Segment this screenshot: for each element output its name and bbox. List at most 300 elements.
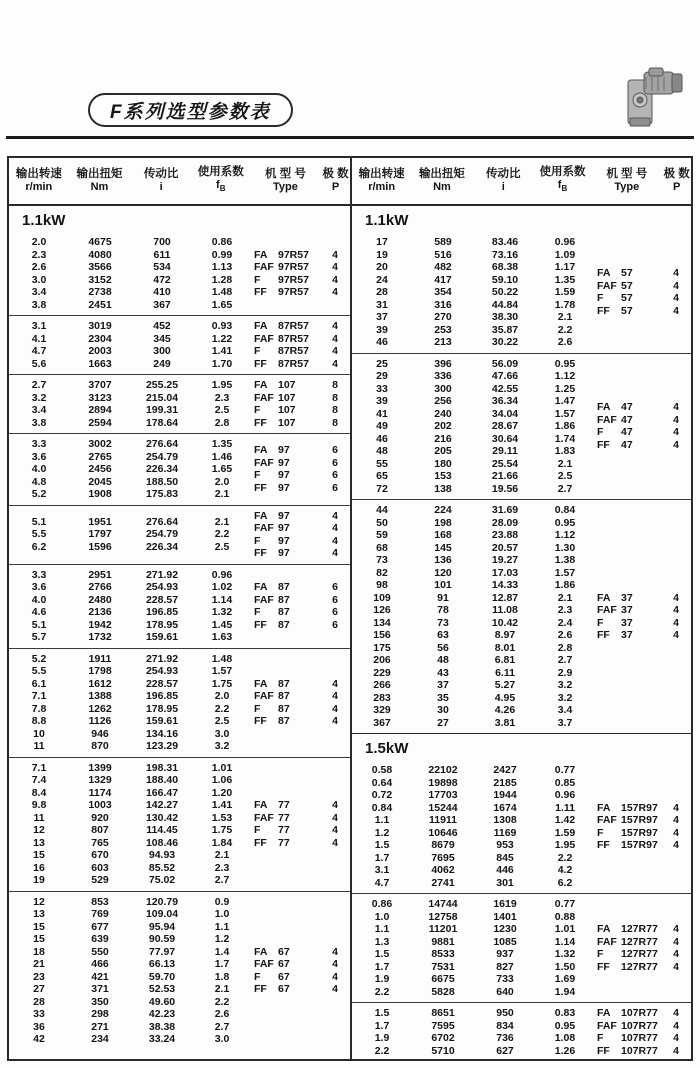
type-prefix: FA [597,801,611,814]
type-prefix: FAF [254,261,274,273]
torque-cell: 589 [434,236,452,248]
speed-cell: 4.6 [31,606,47,618]
torque-cell: 298 [91,1008,109,1020]
torque-cell: 15244 [428,801,458,814]
types-group [251,510,350,560]
data-row [352,1020,594,1033]
torque-cell: 639 [91,933,109,945]
fb-cell: 1.14 [211,593,233,606]
speed-cell: 73 [376,554,388,566]
speed-cell: 72 [376,482,388,495]
torque-cell: 56 [437,641,449,654]
torque-cell: 417 [434,273,452,286]
ratio-cell: 25.54 [491,457,519,470]
header-unit-output-torque: Nm [90,181,109,193]
torque-cell: 43 [437,666,449,679]
poles-cell: 4 [673,401,679,414]
torque-cell: 670 [91,849,109,861]
header-cn-poles: 极 数 [663,168,690,180]
torque-cell: 765 [91,836,109,849]
speed-cell: 16 [33,861,45,874]
fb-cell: 1.63 [211,631,233,643]
divider-rule [6,136,694,139]
type-model: 107 [278,416,296,429]
header-col-output-torque [411,168,472,194]
table-left-half [9,158,350,1059]
type-model: 107R77 [621,1032,658,1044]
data-row [352,852,594,865]
table-right-half [350,158,691,1059]
type-model: 107R77 [621,1019,658,1032]
type-model: 87 [278,677,290,690]
fb-cell: 1.53 [211,811,233,824]
ratio-cell: 410 [153,286,171,298]
type-prefix: FAF [254,391,274,404]
type-row [594,267,691,280]
torque-cell: 224 [434,504,452,516]
torque-cell: 603 [91,861,109,874]
fb-cell: 1.57 [211,665,233,677]
rows-group [9,516,251,554]
fb-cell: 0.96 [554,789,576,801]
speed-cell: 59 [376,529,388,541]
data-row [9,703,251,716]
torque-cell: 5828 [431,985,455,998]
speed-cell: 39 [376,395,388,407]
data-row [352,717,594,730]
fb-cell: 2.1 [557,457,573,470]
poles-cell: 4 [673,923,679,935]
ratio-cell: 31.69 [491,504,519,516]
header-cn-model: 机 型 号 [606,168,648,180]
fb-cell: 6.2 [557,876,573,889]
ratio-cell: 345 [153,332,171,345]
type-row [251,703,350,716]
data-row [9,958,251,971]
fb-cell: 2.5 [214,404,230,416]
speed-cell: 27 [33,983,45,995]
torque-cell: 946 [91,727,109,740]
types-group [251,249,350,299]
data-row [9,476,251,489]
speed-cell: 1.5 [374,839,390,851]
data-block [9,648,350,757]
types-group [594,923,691,973]
speed-cell: 33 [33,1008,45,1020]
poles-cell: 6 [332,456,338,469]
poles-cell: 4 [673,948,679,960]
type-model: 87 [278,581,290,593]
speed-cell: 8.8 [31,715,47,727]
type-model: 77 [278,811,290,824]
data-row [352,445,594,458]
fb-cell: 2.8 [557,641,573,654]
type-prefix: FAF [597,279,617,292]
data-row [9,528,251,541]
speed-cell: 33 [376,382,388,395]
speed-cell: 65 [376,470,388,482]
ratio-cell: 255.25 [145,379,179,391]
ratio-cell: 4.26 [494,704,516,716]
type-model: 67 [278,983,290,995]
data-row [352,567,594,580]
ratio-cell: 178.95 [145,618,179,631]
data-row [9,874,251,887]
ratio-cell: 159.61 [145,715,179,727]
ratio-cell: 21.66 [491,470,519,482]
poles-cell: 4 [673,413,679,426]
header-cn-service-factor: 使用系数 [197,166,244,179]
poles-cell: 6 [332,481,338,494]
fb-cell: 1.46 [211,450,233,463]
header-unit-model: Type [614,181,640,193]
fb-cell: 2.2 [214,995,230,1008]
data-row [9,799,251,812]
poles-cell: 4 [332,273,338,286]
data-row [352,898,594,911]
data-block [9,505,350,564]
speed-cell: 2.3 [31,248,47,261]
table-header-row [9,158,350,206]
ratio-cell: 90.59 [148,933,176,945]
fb-cell: 1.75 [211,824,233,836]
speed-cell: 5.1 [31,618,47,631]
fb-cell: 2.7 [214,874,230,886]
type-prefix: F [597,616,604,629]
poles-cell: 6 [332,444,338,457]
fb-cell: 2.0 [214,690,230,702]
fb-cell: 2.7 [214,1020,230,1033]
type-model: 87R57 [278,345,309,357]
speed-cell: 7.8 [31,702,47,715]
speed-cell: 5.7 [31,631,47,643]
type-row [251,522,350,535]
fb-cell: 2.0 [214,475,230,488]
torque-cell: 2045 [88,475,112,488]
poles-cell: 4 [673,960,679,973]
ratio-cell: 834 [496,1019,514,1032]
type-model: 107R77 [621,1007,658,1019]
torque-cell: 769 [91,908,109,920]
data-row [352,299,594,312]
torque-cell: 2951 [88,568,112,581]
poles-cell: 8 [332,379,338,391]
type-prefix: F [254,534,261,547]
poles-cell: 4 [332,261,338,273]
rows-group [352,1007,594,1057]
speed-cell: 2.6 [31,261,47,273]
type-model: 67 [278,970,290,983]
torque-cell: 807 [91,824,109,836]
speed-cell: 29 [376,370,388,382]
type-row [594,936,691,949]
fb-cell: 2.3 [214,391,230,404]
data-block [352,760,691,893]
type-prefix: FAF [597,413,617,426]
fb-cell: 1.17 [554,261,576,273]
type-model: 77 [278,836,290,849]
speed-cell: 21 [33,958,45,970]
type-prefix: FF [597,629,610,641]
ratio-cell: 254.93 [145,581,179,593]
torque-cell: 1399 [88,761,112,774]
ratio-cell: 367 [153,298,171,311]
ratio-cell: 94.93 [148,849,176,861]
section-1.1kw [9,206,350,1050]
speed-cell: 3.8 [31,416,47,429]
type-prefix: FF [597,304,610,317]
ratio-cell: 446 [496,864,514,876]
selection-table [7,156,693,1061]
type-prefix: FF [597,438,610,451]
fb-cell: 1.57 [554,566,576,579]
speed-cell: 17 [376,236,388,248]
ratio-cell: 8.01 [494,641,516,654]
type-prefix: FAF [597,604,617,616]
rows-group [9,438,251,501]
type-model: 127R77 [621,960,658,973]
speed-cell: 3.3 [31,438,47,450]
poles-cell: 4 [332,547,338,559]
fb-cell: 1.70 [211,357,233,370]
torque-cell: 2765 [88,450,112,463]
ratio-cell: 196.85 [145,606,179,618]
header-unit-service-factor: $f_B$ [557,179,568,194]
torque-cell: 8679 [431,839,455,851]
ratio-cell: 28.67 [491,420,519,432]
type-model: 37 [621,591,633,604]
data-row [9,451,251,464]
fb-cell: 1.01 [211,761,233,774]
fb-cell: 1.74 [554,432,576,445]
type-prefix: F [254,702,261,715]
ratio-cell: 23.88 [491,529,519,541]
poles-cell: 8 [332,391,338,404]
type-prefix: F [254,469,261,482]
ratio-cell: 228.57 [145,593,179,606]
types-group [251,379,350,429]
torque-cell: 2766 [88,581,112,593]
type-row [594,426,691,439]
fb-cell: 1.4 [214,945,230,958]
data-row [352,433,594,446]
type-row [594,1007,691,1020]
type-prefix: FAF [597,935,617,948]
data-block [352,232,691,353]
ratio-cell: 66.13 [148,958,176,970]
torque-cell: 2741 [431,876,455,889]
type-row [594,1020,691,1033]
data-row [352,236,594,249]
ratio-cell: 123.29 [145,740,179,752]
type-row [594,617,691,630]
torque-cell: 2738 [88,286,112,298]
torque-cell: 1663 [88,357,112,370]
table-header-row [352,158,691,206]
speed-cell: 7.4 [31,774,47,786]
ratio-cell: 4.95 [494,691,516,704]
ratio-cell: 6.11 [495,666,515,679]
type-prefix: F [254,404,261,416]
types-group [594,401,691,451]
torque-cell: 216 [434,432,452,445]
data-row [9,728,251,741]
data-row [352,654,594,667]
torque-cell: 138 [434,482,452,495]
ratio-cell: 19.56 [491,482,519,495]
torque-cell: 550 [91,945,109,958]
poles-cell: 4 [332,702,338,715]
speed-cell: 4.8 [31,475,47,488]
ratio-cell: 8.97 [494,629,516,641]
speed-cell: 5.6 [31,357,47,370]
ratio-cell: 953 [496,839,514,851]
rows-group [352,898,594,998]
header-col-output-speed [9,168,69,194]
fb-cell: 2.1 [557,591,573,604]
poles-cell: 4 [673,279,679,292]
speed-cell: 42 [33,1033,45,1045]
ratio-cell: 17.03 [491,566,519,579]
fb-cell: 0.83 [554,1007,576,1019]
poles-cell: 4 [332,677,338,690]
type-prefix: FAF [254,456,274,469]
data-row [352,311,594,324]
fb-cell: 2.4 [557,616,573,629]
fb-cell: 1.32 [211,606,233,618]
torque-cell: 1908 [88,488,112,500]
type-row [594,604,691,617]
poles-cell: 4 [332,320,338,332]
ratio-cell: 534 [153,261,171,273]
data-row [352,764,594,777]
type-row [251,678,350,691]
data-row [352,839,594,852]
data-row [352,554,594,567]
data-row [352,529,594,542]
data-row [9,896,251,909]
data-block [9,891,350,1050]
torque-cell: 3566 [88,261,112,273]
type-row [251,547,350,560]
type-prefix: FF [254,836,267,849]
fb-cell: 1.45 [211,618,233,631]
section-label: 1.1kW [22,212,66,229]
type-row [251,837,350,850]
type-prefix: F [254,970,261,983]
header-unit-output-speed: r/min [25,181,53,193]
types-group [251,946,350,996]
ratio-cell: 845 [496,851,514,864]
type-model: 97 [278,534,290,547]
type-row [251,799,350,812]
fb-cell: 2.2 [214,528,230,541]
torque-cell: 202 [434,420,452,432]
speed-cell: 266 [373,679,391,691]
ratio-cell: 733 [496,973,514,985]
torque-cell: 14744 [428,898,458,910]
type-model: 57 [621,304,633,317]
torque-cell: 3707 [88,379,112,391]
speed-cell: 19 [33,874,45,886]
ratio-cell: 271.92 [145,652,179,665]
rows-group [352,504,594,729]
speed-cell: 11 [33,740,45,752]
data-row [352,911,594,924]
torque-cell: 180 [434,457,452,470]
torque-cell: 101 [434,579,452,591]
poles-cell: 4 [673,1032,679,1044]
data-block [9,433,350,505]
torque-cell: 3002 [88,438,112,450]
speed-cell: 175 [373,641,391,654]
ratio-cell: 35.87 [491,323,519,336]
data-row [9,236,251,249]
header-cn-output-torque: 输出扭矩 [76,168,123,180]
fb-cell: 0.93 [211,320,233,332]
type-model: 97 [278,509,290,522]
speed-cell: 1.7 [374,851,390,864]
ratio-cell: 276.64 [145,515,179,528]
type-prefix: FAF [254,593,274,606]
ratio-cell: 29.11 [492,445,518,457]
torque-cell: 91 [437,591,449,604]
speed-cell: 5.1 [31,515,47,528]
torque-cell: 120 [434,566,452,579]
data-row [9,345,251,358]
speed-cell: 48 [376,445,388,457]
type-prefix: FF [254,618,267,631]
fb-cell: 1.86 [554,579,576,591]
data-row [352,336,594,349]
torque-cell: 7595 [431,1019,455,1032]
ratio-cell: 47.66 [491,370,519,382]
data-block [9,232,350,315]
torque-cell: 7695 [431,851,455,864]
type-model: 127R77 [621,948,658,960]
ratio-cell: 1308 [493,814,517,826]
ratio-cell: 38.30 [491,311,519,323]
fb-cell: 2.7 [557,654,573,666]
type-row [594,814,691,827]
fb-cell: 0.95 [554,1019,576,1032]
speed-cell: 109 [373,591,391,604]
ratio-cell: 14.33 [491,579,519,591]
data-row [9,837,251,850]
type-model: 87 [278,690,290,702]
ratio-cell: 736 [496,1032,514,1044]
types-group [594,267,691,317]
fb-cell: 2.1 [557,311,573,323]
type-prefix: FA [597,267,611,280]
header-cn-model: 机 型 号 [264,168,306,180]
fb-cell: 1.8 [214,970,230,983]
type-row [251,581,350,594]
speed-cell: 4.0 [31,593,47,606]
data-row [9,665,251,678]
torque-cell: 336 [434,370,452,382]
poles-cell: 4 [673,438,679,451]
speed-cell: 156 [373,629,391,641]
ratio-cell: 42.55 [491,382,519,395]
speed-cell: 1.0 [374,910,390,923]
fb-cell: 1.95 [554,839,576,851]
speed-cell: 28 [33,995,45,1008]
torque-cell: 271 [91,1020,109,1033]
ratio-cell: 114.45 [146,824,178,836]
data-row [352,667,594,680]
header-col-poles [662,168,691,194]
